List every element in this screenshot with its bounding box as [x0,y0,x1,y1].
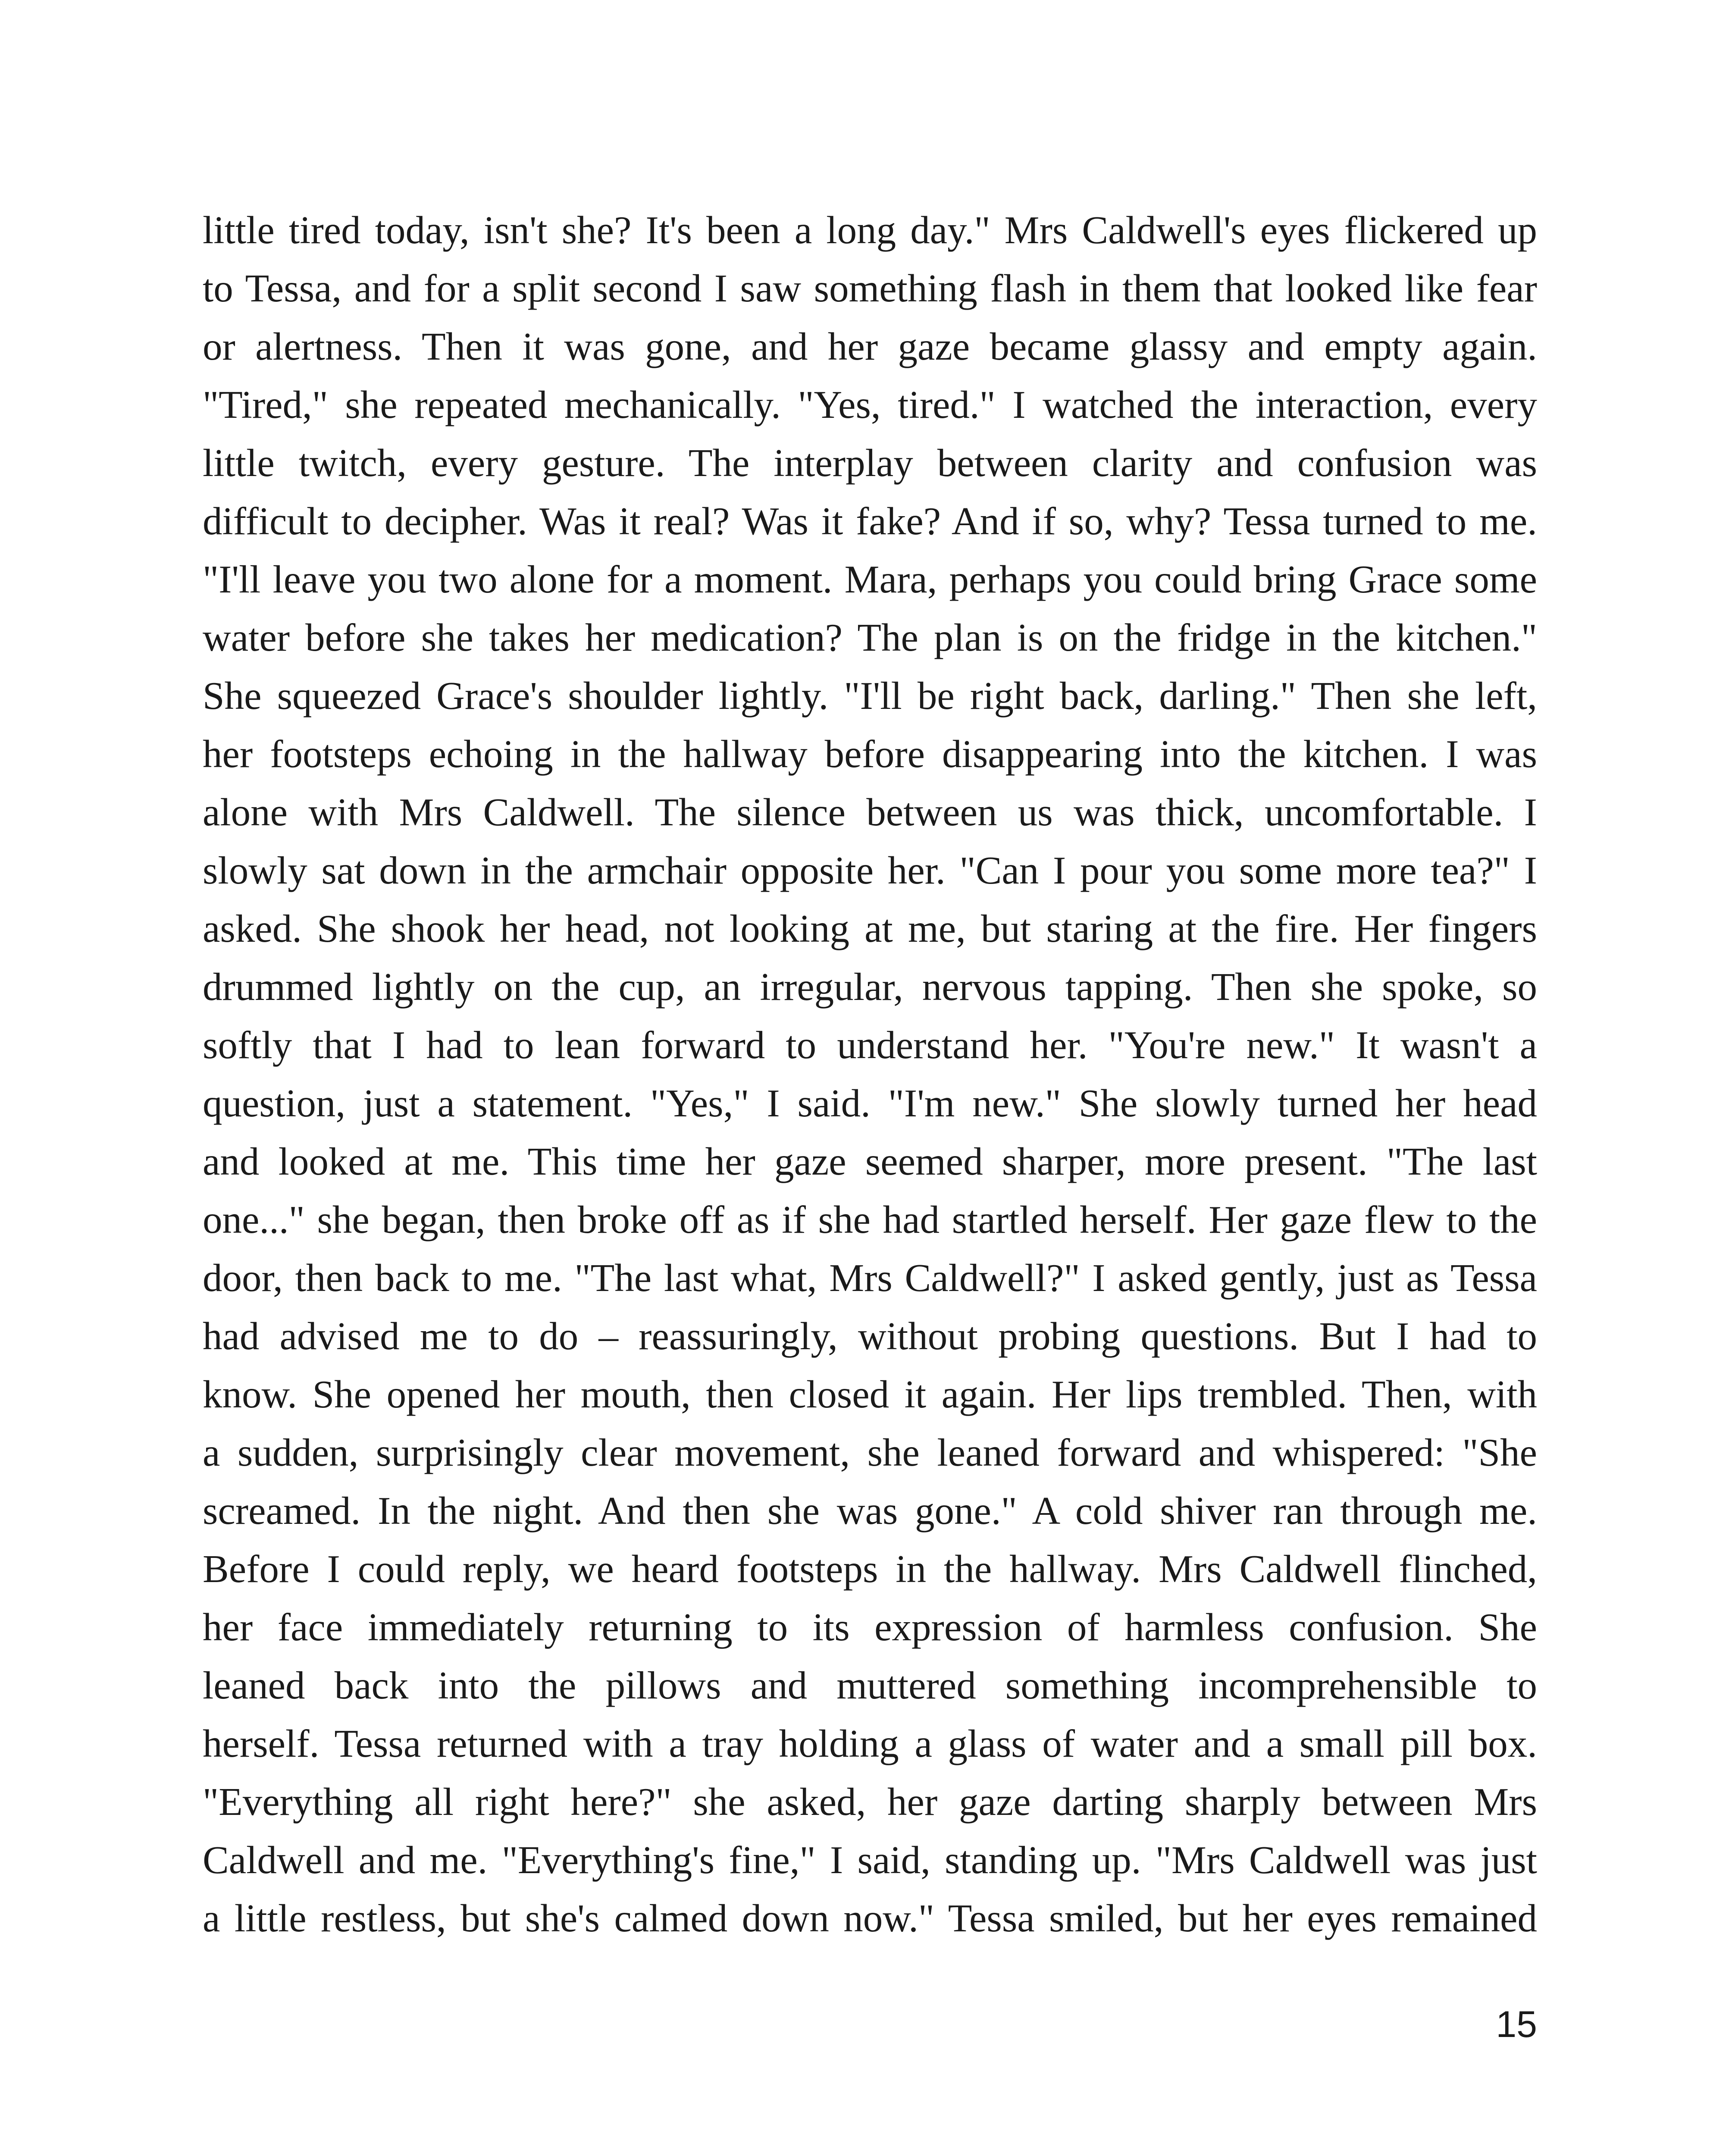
text-line: door, then back to me. "The last what, Mrs Caldwell?" I asked gently, just as Tessa [203,1256,1537,1300]
text-line: She squeezed Grace's shoulder lightly. "I'll be right back, darling." Then she left, [203,674,1537,718]
text-line: drummed lightly on the cup, an irregular, nervous tapping. Then she spoke, so [203,965,1537,1009]
text-line: one..." she began, then broke off as if she had startled herself. Her gaze flew to the [203,1198,1537,1241]
page-number: 15 [1496,2004,1537,2045]
text-line: softly that I had to lean forward to understand her. "You're new." It wasn't a [203,1023,1537,1067]
text-line: little twitch, every gesture. The interplay between clarity and confusion was [203,441,1537,485]
text-line: to Tessa, and for a split second I saw something flash in them that looked like fear [203,266,1537,310]
text-line: Before I could reply, we heard footsteps in the hallway. Mrs Caldwell flinched, [203,1547,1537,1591]
text-line: Caldwell and me. "Everything's fine," I said, standing up. "Mrs Caldwell was just [203,1838,1537,1882]
text-line: or alertness. Then it was gone, and her gaze became glassy and empty again. [203,325,1537,368]
text-line: alone with Mrs Caldwell. The silence between us was thick, uncomfortable. I [203,790,1537,834]
text-line: leaned back into the pillows and muttered something incomprehensible to [203,1664,1537,1707]
text-line: screamed. In the night. And then she was gone." A cold shiver ran through me. [203,1489,1537,1532]
text-line: "Tired," she repeated mechanically. "Yes, tired." I watched the interaction, every [203,383,1537,426]
text-line: a little restless, but she's calmed down now." Tessa smiled, but her eyes remained [203,1896,1537,1940]
text-line: her footsteps echoing in the hallway before disappearing into the kitchen. I was [203,732,1537,776]
text-line: slowly sat down in the armchair opposite her. "Can I pour you some more tea?" I [203,849,1537,892]
text-line: question, just a statement. "Yes," I said. "I'm new." She slowly turned her head [203,1081,1537,1125]
text-line: a sudden, surprisingly clear movement, she leaned forward and whispered: "She [203,1431,1537,1474]
text-line: water before she takes her medication? The plan is on the fridge in the kitchen." [203,616,1537,659]
text-line: "Everything all right here?" she asked, her gaze darting sharply between Mrs [203,1780,1537,1824]
text-line: little tired today, isn't she? It's been a long day." Mrs Caldwell's eyes flickered up [203,208,1537,252]
text-line: difficult to decipher. Was it real? Was it fake? And if so, why? Tessa turned to me. [203,499,1537,543]
text-line: her face immediately returning to its expression of harmless confusion. She [203,1605,1537,1649]
text-line: had advised me to do – reassuringly, without probing questions. But I had to [203,1314,1537,1358]
text-line: and looked at me. This time her gaze seemed sharper, more present. "The last [203,1140,1537,1183]
text-line: asked. She shook her head, not looking at me, but staring at the fire. Her fingers [203,907,1537,950]
text-line: herself. Tessa returned with a tray holding a glass of water and a small pill box. [203,1722,1537,1765]
text-line: know. She opened her mouth, then closed it again. Her lips trembled. Then, with [203,1373,1537,1416]
text-line: "I'll leave you two alone for a moment. Mara, perhaps you could bring Grace some [203,558,1537,601]
body-paragraph [203,201,1537,1947]
